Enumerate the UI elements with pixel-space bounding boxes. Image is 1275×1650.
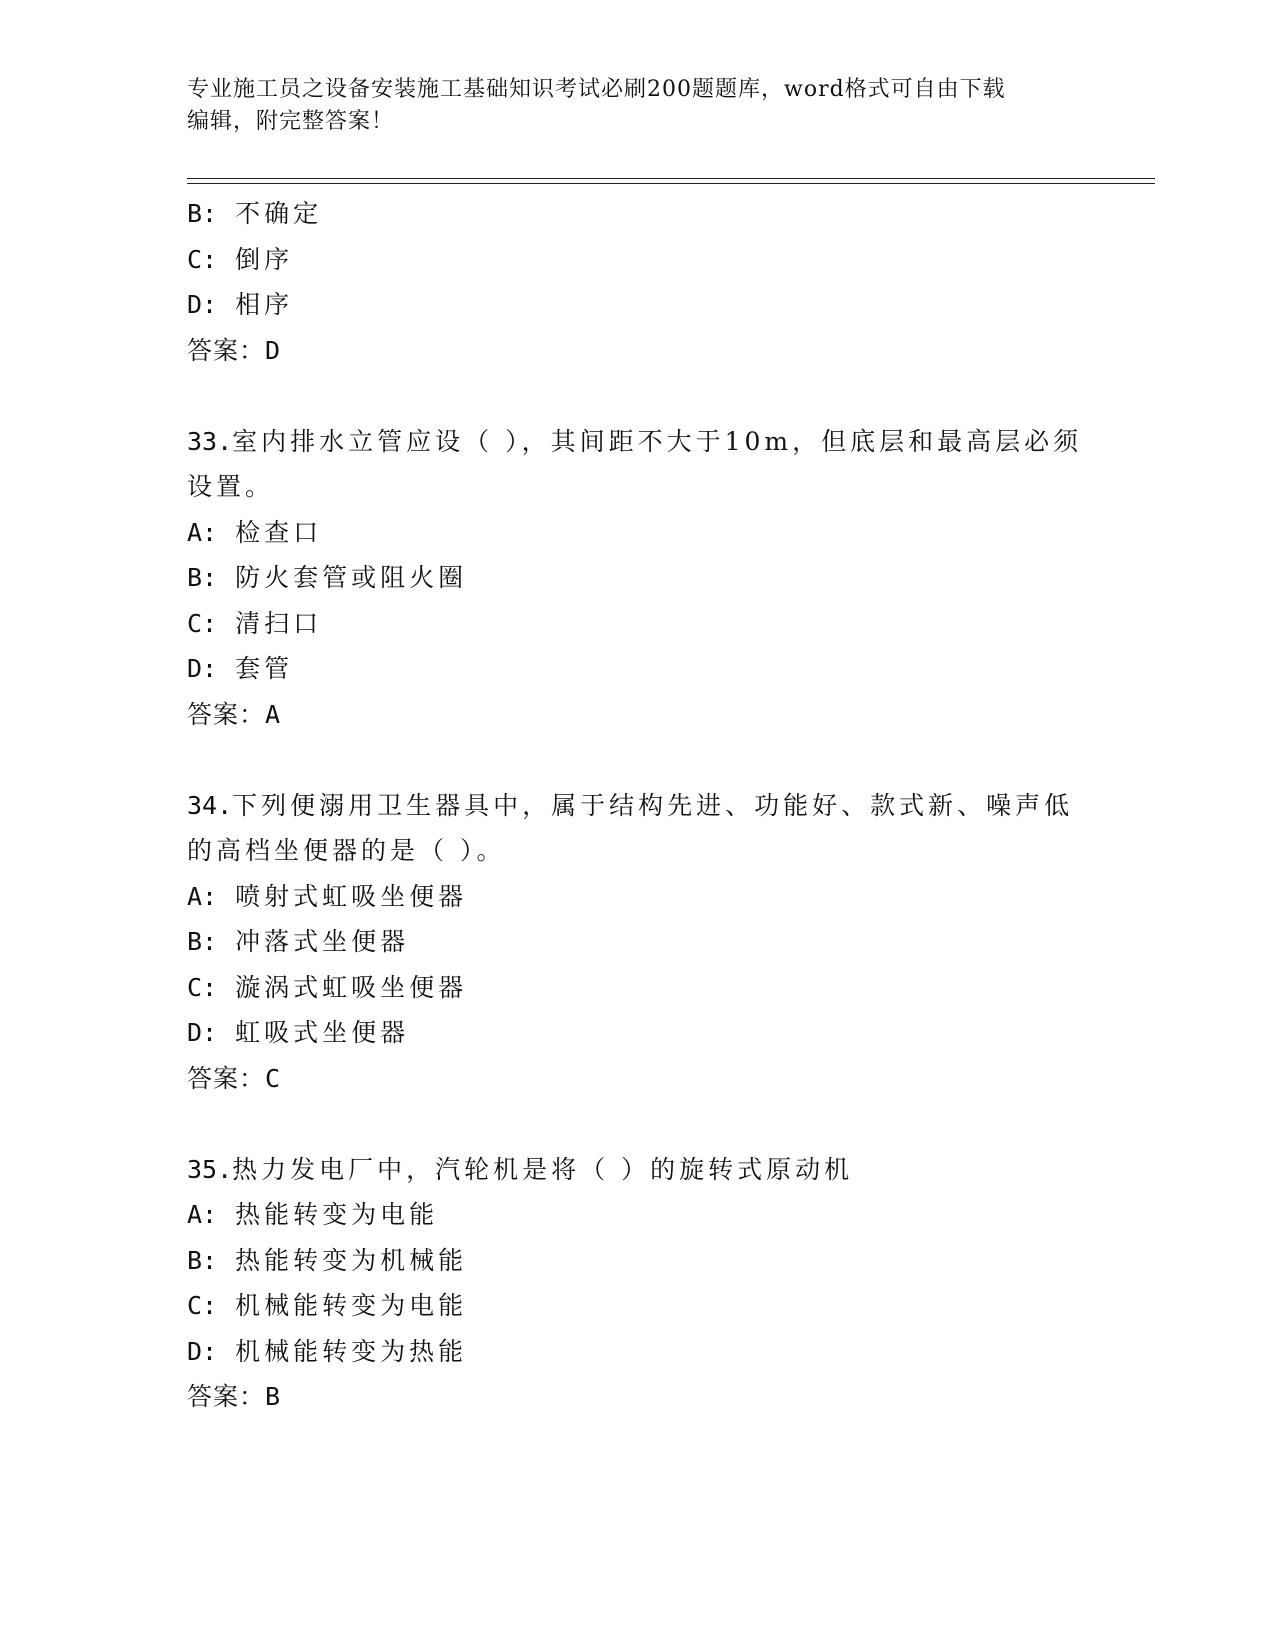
spacer	[187, 737, 1087, 783]
answer-value: B	[265, 1382, 281, 1411]
option-b	[187, 555, 1087, 601]
option-b	[187, 919, 1087, 965]
option-label: A:	[187, 881, 218, 911]
header-title-line-1: 专业施工员之设备安装施工基础知识考试必刷200题题库，word格式可自由下载	[187, 77, 1006, 102]
spacer	[187, 373, 1087, 419]
option-d	[187, 1010, 1087, 1056]
option-label: D:	[187, 654, 218, 683]
option-text: 套管	[235, 654, 294, 683]
option-label: D:	[187, 1018, 218, 1047]
answer-line	[187, 1056, 1087, 1102]
answer-value: D	[265, 335, 281, 365]
option-text: 机械能转变为热能	[235, 1336, 468, 1366]
option-text: 热能转变为机械能	[235, 1245, 468, 1275]
spacer	[187, 1101, 1087, 1147]
option-d	[187, 646, 1087, 692]
question-number: 33.	[187, 426, 233, 456]
question-list	[187, 191, 1087, 1420]
header-title-line-2: 编辑，附完整答案！	[187, 109, 395, 134]
option-text: 喷射式虹吸坐便器	[235, 881, 468, 911]
option-text: 清扫口	[235, 608, 323, 638]
option-text: 冲落式坐便器	[235, 927, 410, 956]
question-text-line-1	[187, 783, 1087, 829]
question-35	[187, 1147, 1087, 1420]
answer-label: 答案：	[187, 1063, 266, 1093]
option-text: 检查口	[235, 517, 323, 547]
question-stem: 下列便溺用卫生器具中，属于结构先进、功能好、款式新、噪声低	[232, 790, 1074, 820]
question-text-line-1	[187, 419, 1087, 465]
question-34	[187, 783, 1087, 1102]
answer-label: 答案：	[187, 1382, 266, 1411]
header-divider-thick	[187, 178, 1155, 179]
option-text: 不确定	[235, 199, 323, 228]
option-label: B:	[187, 1245, 218, 1275]
option-label: C:	[187, 972, 218, 1002]
option-d	[187, 1329, 1087, 1375]
option-text: 倒序	[235, 244, 294, 274]
page-header	[187, 74, 1067, 138]
option-text: 虹吸式坐便器	[235, 1018, 410, 1047]
question-number: 35.	[187, 1154, 233, 1184]
option-label: B:	[187, 563, 218, 592]
option-a	[187, 874, 1087, 920]
option-text: 防火套管或阻火圈	[235, 563, 468, 592]
option-label: A:	[187, 517, 218, 547]
question-32-tail	[187, 191, 1087, 373]
question-text-line-2: 的高档坐便器的是（ ）。	[187, 836, 506, 865]
question-stem: 室内排水立管应设（ ），其间距不大于10m，但底层和最高层必须	[232, 426, 1083, 456]
option-label: B:	[187, 927, 218, 956]
option-label: C:	[187, 1291, 218, 1320]
option-text: 热能转变为电能	[235, 1200, 439, 1229]
option-d	[187, 282, 1087, 328]
option-text: 相序	[235, 290, 294, 319]
answer-label: 答案：	[187, 335, 266, 365]
option-label: D:	[187, 1336, 218, 1366]
option-a	[187, 1192, 1087, 1238]
option-label: C:	[187, 608, 218, 638]
answer-value: A	[265, 699, 281, 729]
answer-line	[187, 1374, 1087, 1420]
option-b	[187, 191, 1087, 237]
option-text: 漩涡式虹吸坐便器	[235, 972, 468, 1002]
option-c	[187, 601, 1087, 647]
question-stem: 热力发电厂中，汽轮机是将（ ）的旋转式原动机	[232, 1154, 854, 1184]
question-text-line-1	[187, 1147, 1087, 1193]
option-c	[187, 965, 1087, 1011]
option-label: B:	[187, 199, 218, 228]
option-text: 机械能转变为电能	[235, 1291, 468, 1320]
option-b	[187, 1238, 1087, 1284]
option-label: D:	[187, 290, 218, 319]
header-divider-thin	[187, 183, 1155, 184]
question-33	[187, 419, 1087, 738]
answer-label: 答案：	[187, 699, 266, 729]
answer-line	[187, 692, 1087, 738]
question-text-line-2: 设置。	[187, 472, 275, 501]
question-number: 34.	[187, 790, 233, 820]
answer-value: C	[265, 1063, 281, 1093]
option-a	[187, 510, 1087, 556]
option-label: C:	[187, 244, 218, 274]
option-c	[187, 237, 1087, 283]
option-c	[187, 1283, 1087, 1329]
option-label: A:	[187, 1200, 218, 1229]
answer-line	[187, 328, 1087, 374]
